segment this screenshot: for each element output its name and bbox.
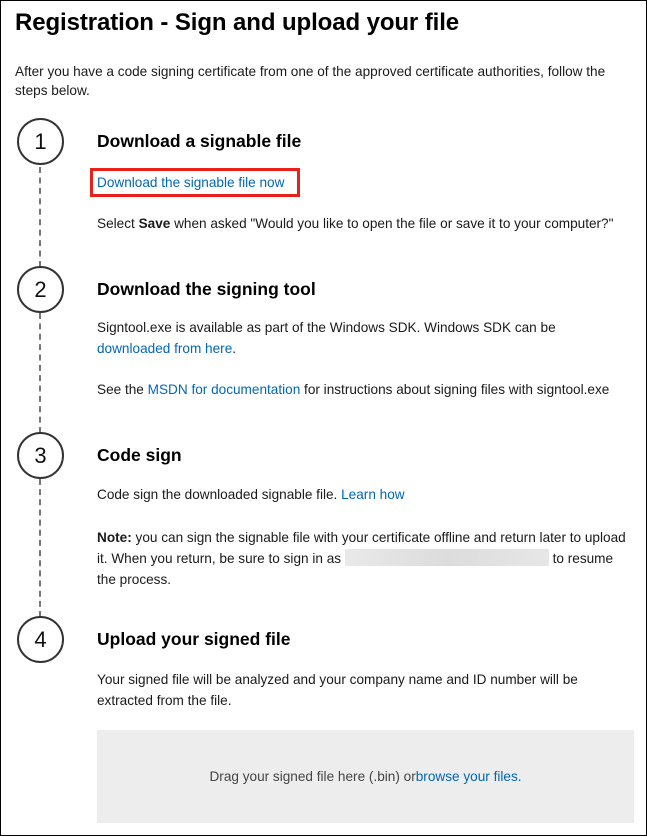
sdk-paragraph	[97, 317, 637, 359]
save-keyword: Save	[138, 216, 171, 231]
note-text: you can sign the signable file with your certificate offline and return later to upload it. When you return, be sure to sign in as	[97, 530, 626, 566]
msdn-prefix: See the	[97, 382, 148, 397]
learn-how-link[interactable]: Learn how	[341, 487, 405, 502]
timeline-connector	[39, 167, 41, 267]
step-heading: Download the signing tool	[97, 279, 316, 299]
msdn-suffix: for instructions about signing files with signtool.exe	[300, 382, 610, 397]
download-signable-file-link[interactable]: Download the signable file now	[97, 175, 285, 190]
save-instruction	[97, 213, 637, 234]
dropzone-text: Drag your signed file here (.bin) or	[209, 769, 416, 784]
timeline-connector	[39, 313, 41, 433]
upload-description: Your signed file will be analyzed and your company name and ID number will be extracted from the file.	[97, 672, 578, 708]
instruction-prefix: Select	[97, 216, 139, 231]
instruction-suffix: when asked "Would you like to open the file or save it to your computer?"	[170, 216, 614, 231]
step-heading: Download a signable file	[97, 131, 302, 151]
browse-files-link[interactable]: browse your files.	[415, 769, 522, 784]
sign-text: Code sign the downloaded signable file.	[97, 487, 342, 502]
sdk-download-link[interactable]: downloaded from here	[97, 341, 233, 356]
page-title: Registration - Sign and upload your file	[15, 9, 460, 36]
note-paragraph	[97, 527, 629, 590]
note-suffix: to resume the process.	[97, 551, 614, 587]
download-link-row	[97, 172, 637, 193]
note-label: Note:	[97, 530, 132, 545]
msdn-paragraph	[97, 379, 637, 400]
file-dropzone[interactable]	[97, 730, 634, 823]
timeline-connector	[39, 479, 41, 617]
step-number-circle: 2	[17, 266, 64, 313]
sdk-suffix: .	[232, 341, 237, 356]
step-heading: Upload your signed file	[97, 629, 291, 649]
step-heading: Code sign	[97, 445, 182, 465]
step-number-circle: 3	[17, 432, 64, 479]
redacted-account	[345, 549, 549, 566]
step-number-circle: 4	[17, 616, 64, 663]
sdk-text: Signtool.exe is available as part of the Windows SDK. Windows SDK can be	[97, 320, 556, 335]
step-number-circle: 1	[17, 118, 64, 165]
intro-text: After you have a code signing certificate from one of the approved certificate authorities, follow the steps below.	[15, 64, 606, 98]
code-sign-text	[97, 484, 637, 505]
msdn-documentation-link[interactable]: MSDN for documentation	[147, 382, 301, 397]
